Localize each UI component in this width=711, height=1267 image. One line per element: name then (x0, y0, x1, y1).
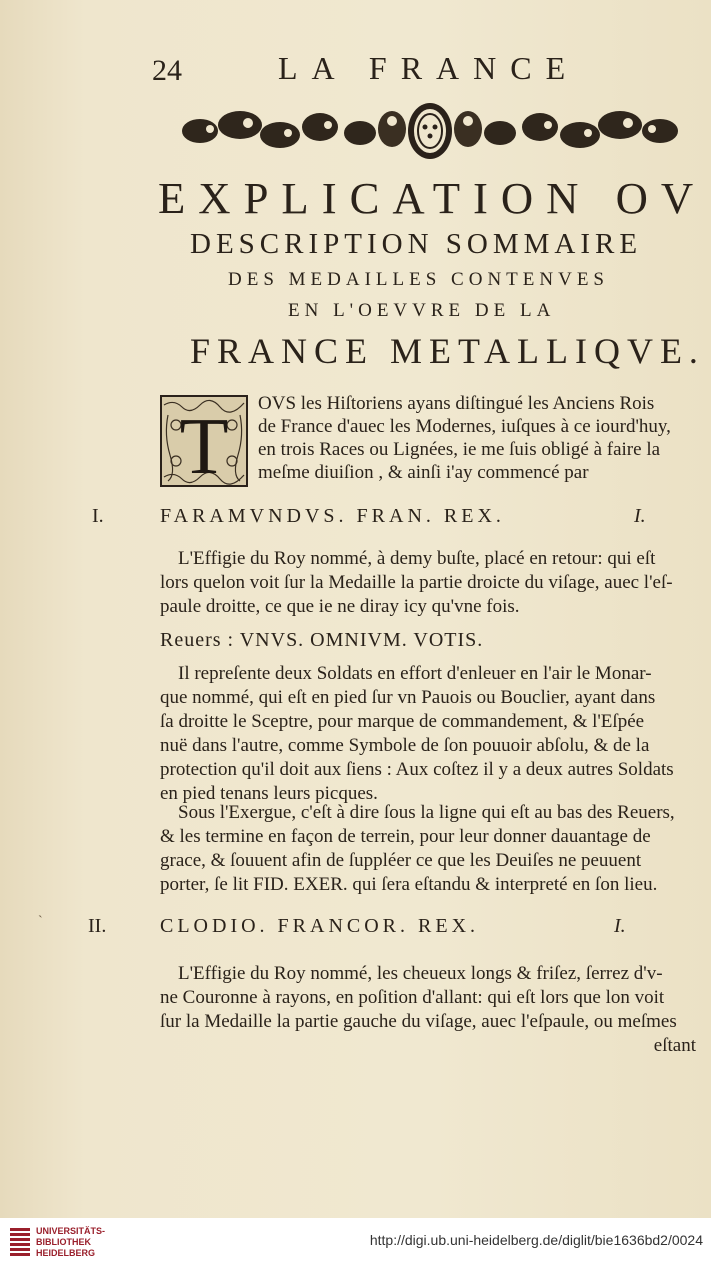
running-title: LA FRANCE (278, 50, 580, 86)
title-line-5: FRANCE METALLIQVE. (190, 331, 705, 371)
dropcap-letter: T (179, 403, 229, 487)
title-line-2: DESCRIPTION SOMMAIRE (190, 228, 643, 260)
text-line: protection qu'il doit aux ſiens : Aux coſtez il y a deux autres Soldats (160, 759, 674, 780)
text-line: ſur la Medaille la partie gauche du viſage, auec l'eſpaule, ou meſmes (160, 1011, 677, 1032)
library-name (36, 1226, 105, 1259)
intro-line: meſme diuiſion , & ainſi i'ay commencé par (258, 462, 589, 483)
text-line: en pied tenans leurs picques. (160, 783, 378, 804)
text-line: Sous l'Exergue, c'eſt à dire ſous la ligne qui eſt au bas des Reuers, (178, 802, 675, 823)
effigy-paragraph (160, 547, 696, 619)
section-title: FARAMVNDVS. FRAN. REX. (160, 505, 505, 527)
library-name-line: UNIVERSITÄTS- (36, 1226, 106, 1236)
intro-paragraph (258, 392, 694, 484)
text-line: ſa droitte le Sceptre, pour marque de commandement, & l'Eſpée (160, 711, 645, 732)
text-line: ne Couronne à rayons, en poſition d'allant: qui eſt lors que lon voit (160, 987, 665, 1008)
text-line: Il repreſente deux Soldats en effort d'enleuer en l'air le Monar- (178, 663, 652, 684)
reverse-description (160, 662, 696, 806)
text-line: paule droitte, ce que ie ne diray icy qu'vne fois. (160, 596, 520, 617)
library-name-line: HEIDELBERG (36, 1248, 96, 1258)
text-line: que nommé, qui eſt en pied ſur vn Pauois ou Bouclier, ayant dans (160, 687, 656, 708)
viewer-footer (0, 1218, 711, 1267)
catchword: eſtant (653, 1035, 696, 1056)
effigy-paragraph (160, 962, 696, 1058)
margin-tick: ˋ (38, 914, 43, 929)
ornamental-headpiece (170, 97, 690, 167)
text-line: lors quelon voit ſur la Medaille la partie droicte du viſage, auec l'eſ- (160, 572, 673, 593)
text-line: & les termine en façon de terrein, pour leur donner dauantage de (160, 826, 651, 847)
title-line-4: EN L'OEVVRE DE LA (288, 300, 556, 321)
section-numeral: I. (92, 505, 104, 527)
section-mark: I. (634, 505, 646, 527)
intro-line: de France d'auec les Modernes, iuſques à ce iourd'huy, (258, 416, 671, 437)
text-line: L'Effigie du Roy nommé, à demy buſte, placé en retour: qui eſt (178, 548, 656, 569)
title-line-1: EXPLICATION OV (158, 173, 707, 223)
permalink-url[interactable]: http://digi.ub.uni-heidelberg.de/diglit/bie1636bd2/0024 (369, 1232, 703, 1248)
text-line: porter, ſe lit FID. EXER. qui ſera eſtandu & interpreté en ſon lieu. (160, 874, 658, 895)
page-number: 24 (152, 54, 182, 87)
section-numeral: II. (88, 915, 107, 937)
library-name-line: BIBLIOTHEK (36, 1237, 91, 1247)
text-line: Reuers : VNVS. OMNIVM. VOTIS. (160, 629, 484, 651)
intro-line: OVS les Hiſtoriens ayans diſtingué les Anciens Rois (258, 393, 655, 414)
decorated-initial (160, 395, 248, 487)
text-line: L'Effigie du Roy nommé, les cheueux longs & friſez, ſerrez d'v- (178, 963, 663, 984)
exergue-paragraph (160, 801, 696, 897)
text-line: nuë dans l'autre, comme Symbole de ſon pouuoir abſolu, & de la (160, 735, 650, 756)
section-title: CLODIO. FRANCOR. REX. (160, 915, 480, 937)
title-line-3: DES MEDAILLES CONTENVES (228, 269, 609, 290)
reverse-legend (160, 628, 696, 652)
text-line: grace, & ſouuent afin de ſuppléer ce que les Deuiſes ne peuuent (160, 850, 642, 871)
section-mark: I. (614, 915, 626, 937)
library-logo-icon (8, 1224, 32, 1260)
intro-line: en trois Races ou Lignées, ie me ſuis obligé à faire la (258, 439, 661, 460)
